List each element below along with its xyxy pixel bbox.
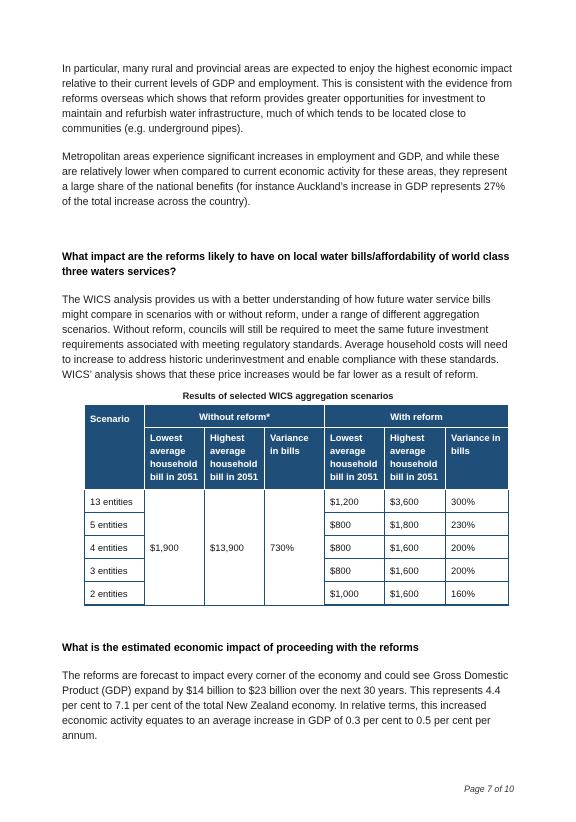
with-lowest-cell: $1,000 — [325, 582, 385, 606]
scenario-cell: 3 entities — [85, 559, 145, 582]
with-variance-cell: 300% — [446, 490, 509, 513]
header-without-variance: Variance in bills — [265, 428, 325, 490]
header-with-highest: Highest average household bill in 2051 — [385, 428, 446, 490]
with-highest-cell: $1,600 — [385, 536, 446, 559]
with-highest-cell: $1,600 — [385, 582, 446, 606]
with-highest-cell: $1,600 — [385, 559, 446, 582]
header-without-reform: Without reform* — [145, 405, 325, 428]
with-variance-cell: 200% — [446, 536, 509, 559]
header-with-reform: With reform — [325, 405, 509, 428]
document-page — [62, 62, 514, 744]
header-without-lowest: Lowest average household bill in 2051 — [145, 428, 205, 490]
scenario-cell: 2 entities — [85, 582, 145, 606]
without-highest-cell: $13,900 — [205, 490, 265, 606]
header-with-lowest: Lowest average household bill in 2051 — [325, 428, 385, 490]
with-lowest-cell: $800 — [325, 536, 385, 559]
scenario-cell: 5 entities — [85, 513, 145, 536]
header-without-highest: Highest average household bill in 2051 — [205, 428, 265, 490]
header-with-variance: Variance in bills — [446, 428, 509, 490]
with-highest-cell: $1,800 — [385, 513, 446, 536]
with-variance-cell: 200% — [446, 559, 509, 582]
table-row — [85, 490, 509, 513]
paragraph-rural-impact: In particular, many rural and provincial areas are expected to enjoy the highest economic impact relative to their current levels of GDP and employment. This is consistent with the evidence from reforms overseas which shows that reform provides greater opportunities for investment to maintain and refurbish water infrastructure, much of which tends to be located close to communities (e.g. underground pipes). — [62, 63, 513, 135]
with-highest-cell: $3,600 — [385, 490, 446, 513]
without-lowest-cell: $1,900 — [145, 490, 205, 606]
with-variance-cell: 160% — [446, 582, 509, 606]
with-lowest-cell: $800 — [325, 559, 385, 582]
heading-water-bills: What impact are the reforms likely to have on local water bills/affordability of world class three waters services? — [62, 251, 510, 278]
with-lowest-cell: $800 — [325, 513, 385, 536]
scenario-cell: 4 entities — [85, 536, 145, 559]
paragraph-metropolitan-impact: Metropolitan areas experience significant increases in employment and GDP, and while these are relatively lower when compared to current economic activity for these areas, they represent a large share of the national benefits (for instance Auckland’s increase in GDP represents 27% of the total increase across the country). — [62, 151, 508, 208]
paragraph-gdp-forecast: The reforms are forecast to impact every corner of the economy and could see Gross Domestic Product (GDP) expand by $14 billion to $23 billion over the next 30 years. This represents 4.4 per cent to 7.1 per cent of the total New Zealand economy. In relative terms, this increased economic activity equates to an average increase in GDP of 0.3 per cent to 0.5 per cent per annum. — [62, 670, 509, 742]
heading-economic-impact: What is the estimated economic impact of proceeding with the reforms — [62, 642, 419, 654]
page-number: Page 7 of 10 — [464, 784, 514, 794]
header-scenario: Scenario — [85, 405, 145, 490]
with-lowest-cell: $1,200 — [325, 490, 385, 513]
without-variance-cell: 730% — [265, 490, 325, 606]
paragraph-wics-analysis: The WICS analysis provides us with a better understanding of how future water service bills might compare in scenarios with or without reform, under a range of different aggregation scenarios. Without reform, councils will still be required to meet the same future investment requirements associated with meeting regulatory standards. Average household costs will need to increase to address historic underinvestment and enable compliance with these standards. WICS’ analysis shows that these price increases would be far lower as a result of reform. — [62, 294, 508, 381]
scenario-cell: 13 entities — [85, 490, 145, 513]
wics-scenarios-table — [84, 404, 509, 606]
with-variance-cell: 230% — [446, 513, 509, 536]
table-caption: Results of selected WICS aggregation scenarios — [182, 391, 394, 401]
